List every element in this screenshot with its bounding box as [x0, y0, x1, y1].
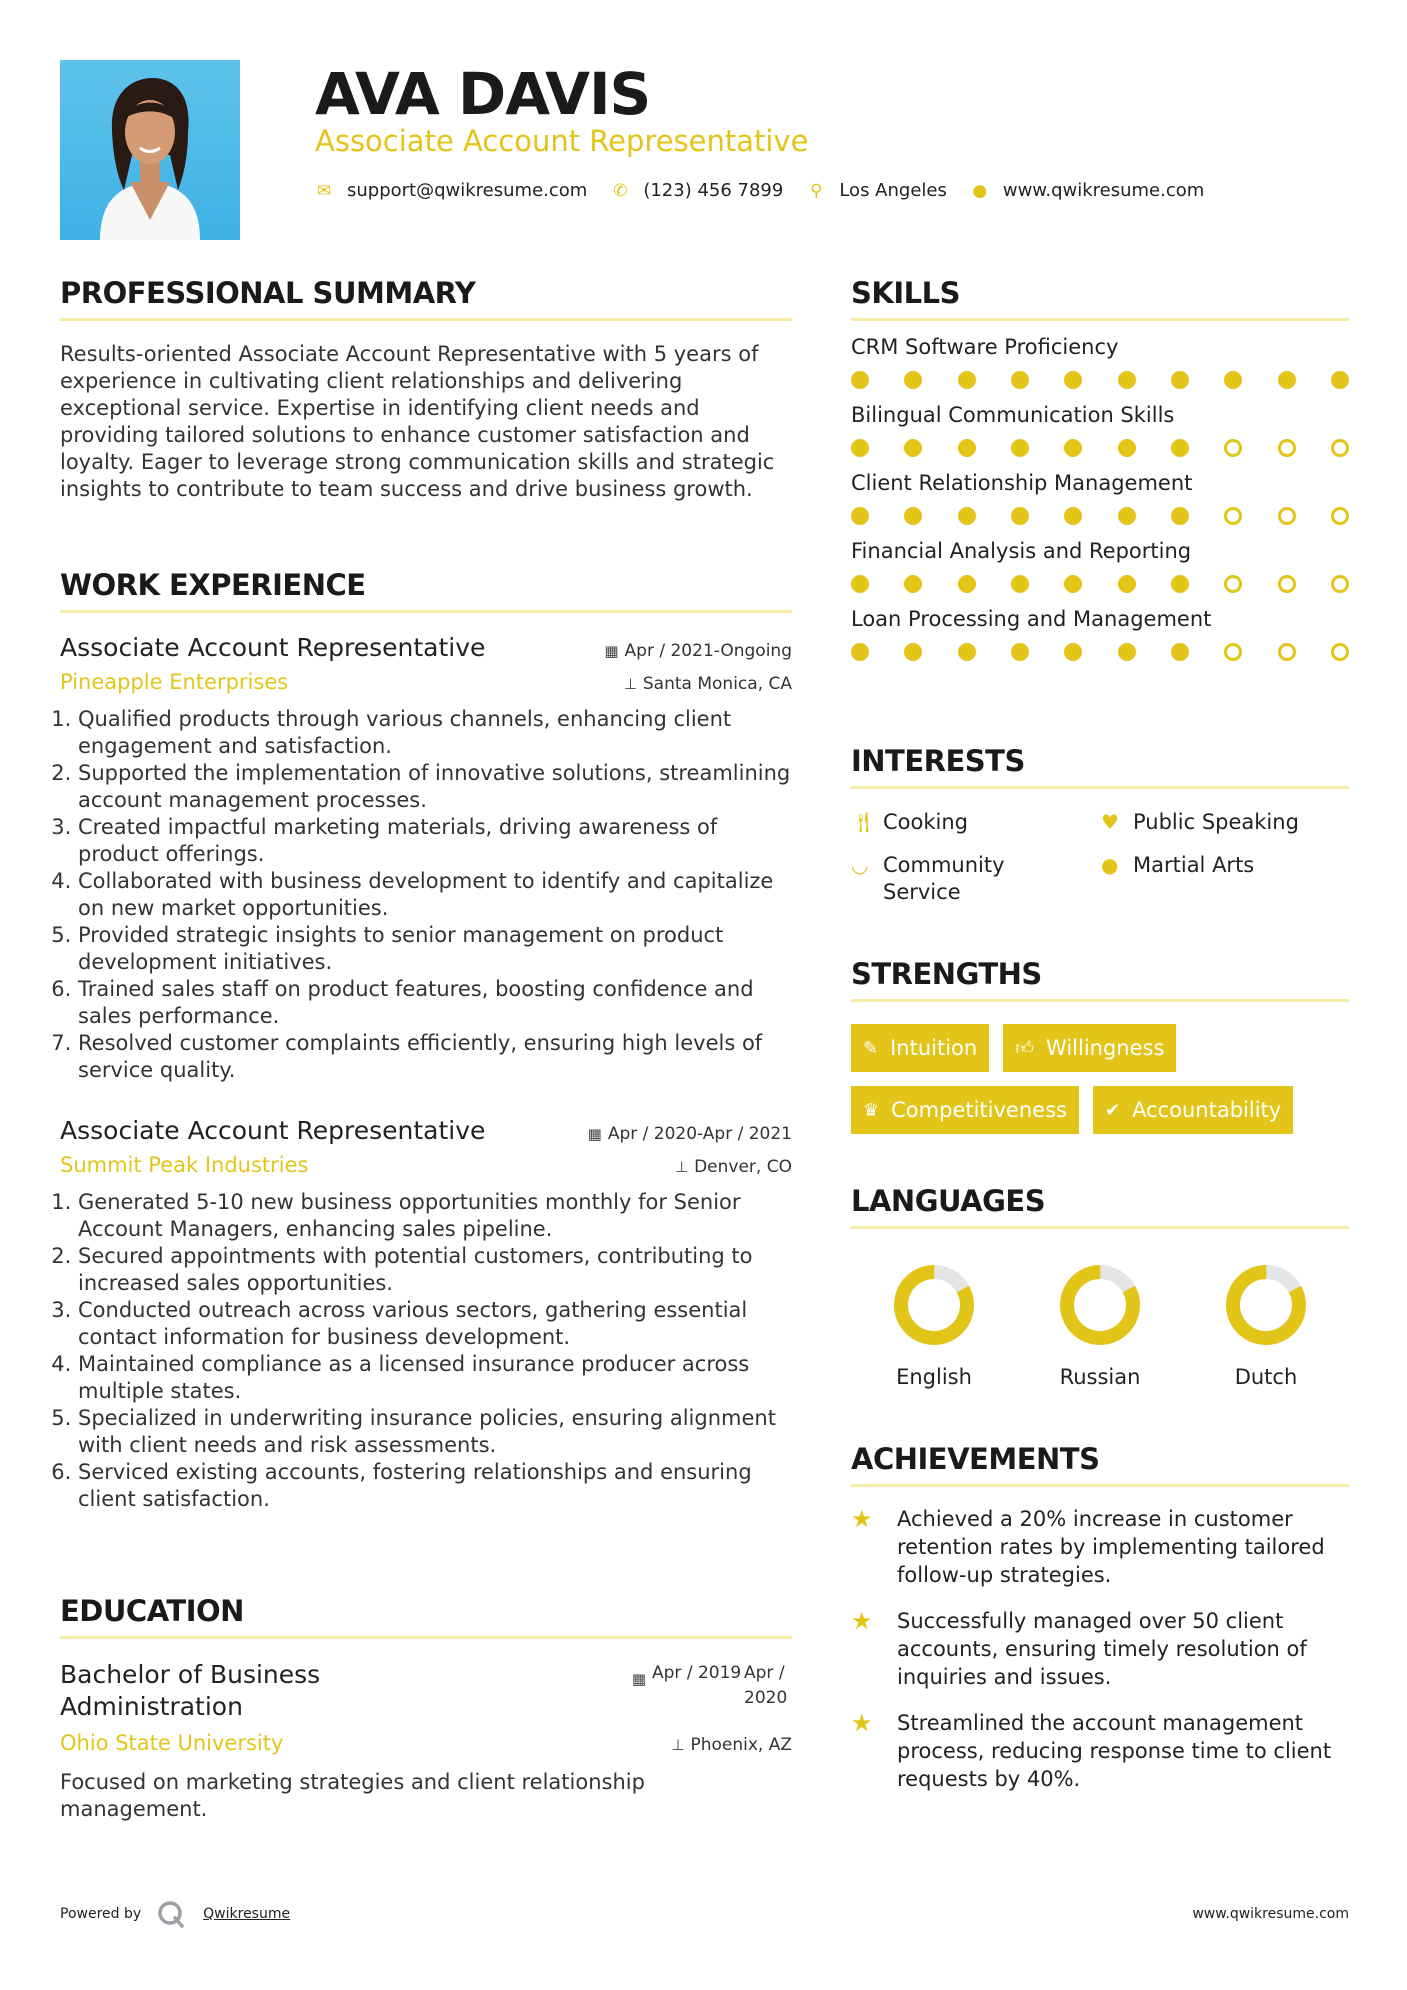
rating-dot-filled: [1064, 643, 1082, 661]
strength-badge: ✔ Accountability: [1093, 1086, 1293, 1134]
rating-dot-empty: [1278, 575, 1296, 593]
language-proficiency-ring: [892, 1263, 976, 1347]
experience-heading: WORK EXPERIENCE: [60, 568, 792, 613]
rating-dot-filled: [851, 507, 869, 525]
skill-rating: [851, 371, 1349, 389]
check-circle-icon: ✔: [1104, 1099, 1121, 1121]
achievement-item: ★ Achieved a 20% increase in customer retention rates by implementing tailored follow-up strategies.: [851, 1505, 1325, 1587]
languages-heading: LANGUAGES: [851, 1184, 1349, 1229]
language-item: [1017, 1263, 1183, 1389]
contact-location: Los Angeles: [839, 180, 947, 201]
star-icon: ★: [851, 1505, 873, 1533]
rating-dot-filled: [1064, 575, 1082, 593]
rating-dot-filled: [958, 439, 976, 457]
strengths-section: [851, 957, 1349, 1134]
skill-item: [851, 539, 1349, 593]
powered-by-label: Powered by: [60, 1906, 142, 1922]
language-name: Dutch: [1234, 1365, 1298, 1389]
rating-dot-empty: [1331, 439, 1349, 457]
rating-dot-filled: [904, 439, 922, 457]
education-description: Focused on marketing strategies and client relationship management.: [60, 1770, 645, 1821]
rating-dot-empty: [1224, 507, 1242, 525]
footer-powered-by: [60, 1900, 290, 1928]
globe-icon: ●: [1101, 853, 1119, 877]
language-item: [851, 1263, 1017, 1389]
list-item: 3. Created impactful marketing materials, driving awareness of product offerings.: [78, 814, 792, 868]
job-entry: [60, 1116, 792, 1513]
strengths-heading: STRENGTHS: [851, 957, 1349, 1002]
pin-icon: ⊥: [623, 675, 637, 693]
calendar-icon: ▦: [587, 1125, 602, 1143]
profile-photo: [60, 60, 240, 240]
rating-dot-filled: [1331, 371, 1349, 389]
job-location: Santa Monica, CA: [642, 674, 792, 694]
rating-dot-filled: [1171, 371, 1189, 389]
language-proficiency-ring: [1058, 1263, 1142, 1347]
list-item: 2. Secured appointments with potential customers, contributing to increased sales opportunities.: [78, 1243, 792, 1297]
location-pin-icon: ⚲: [810, 180, 823, 201]
rating-dot-filled: [1118, 507, 1136, 525]
job-dates: Apr / 2021-Ongoing: [624, 641, 792, 661]
interest-martial-arts: ● Martial Arts: [1101, 852, 1349, 906]
rating-dot-empty: [1224, 643, 1242, 661]
ring-fill: [1224, 1263, 1308, 1347]
contact-website[interactable]: www.qwikresume.com: [1002, 180, 1205, 201]
education-heading: EDUCATION: [60, 1594, 792, 1639]
skill-name: Bilingual Communication Skills: [851, 403, 1175, 427]
job-bullets: [60, 706, 792, 1084]
pin-icon: ⊥: [671, 1736, 685, 1754]
skill-rating: [851, 643, 1349, 661]
experience-section: [60, 568, 792, 1513]
skills-section: [851, 276, 1349, 661]
trophy-icon: ♛: [863, 1099, 880, 1121]
degree-title: Bachelor of Business Administration: [60, 1660, 321, 1721]
interests-section: [851, 744, 1349, 906]
list-item: 6. Serviced existing accounts, fostering relationships and ensuring client satisfaction.: [78, 1459, 792, 1513]
rating-dot-filled: [851, 371, 869, 389]
rating-dot-filled: [1278, 371, 1296, 389]
skill-name: CRM Software Proficiency: [851, 335, 1119, 359]
skill-item: [851, 471, 1349, 525]
education-location: Phoenix, AZ: [690, 1735, 792, 1755]
ring-fill: [892, 1263, 976, 1347]
ring-fill: [1058, 1263, 1142, 1347]
handshake-icon: ◡: [851, 853, 869, 877]
skill-name: Loan Processing and Management: [851, 607, 1212, 631]
list-item: 6. Trained sales staff on product features, boosting confidence and sales performance.: [78, 976, 792, 1030]
list-item: 7. Resolved customer complaints efficiently, ensuring high levels of service quality.: [78, 1030, 792, 1084]
star-icon: ★: [851, 1709, 873, 1737]
interest-cooking: 🍴︎ Cooking: [851, 810, 968, 834]
achievements-heading: ACHIEVEMENTS: [851, 1442, 1349, 1487]
rating-dot-filled: [1011, 371, 1029, 389]
candidate-name: AVA DAVIS: [315, 60, 651, 128]
language-item: [1183, 1263, 1349, 1389]
rating-dot-empty: [1224, 575, 1242, 593]
skill-item: [851, 403, 1349, 457]
interest-public-speaking: ♥ Public Speaking: [1101, 810, 1299, 834]
rating-dot-filled: [904, 575, 922, 593]
summary-heading: PROFESSIONAL SUMMARY: [60, 276, 792, 321]
globe-icon: ●: [972, 180, 988, 201]
rating-dot-filled: [1171, 575, 1189, 593]
summary-section: [60, 276, 792, 503]
footer-website[interactable]: www.qwikresume.com: [1192, 1906, 1349, 1922]
rating-dot-filled: [1224, 371, 1242, 389]
rating-dot-filled: [851, 643, 869, 661]
list-item: 1. Generated 5-10 new business opportunities monthly for Senior Account Managers, enhancing sales pipeline.: [78, 1189, 792, 1243]
rating-dot-filled: [1064, 507, 1082, 525]
skill-rating: [851, 439, 1349, 457]
rating-dot-filled: [1171, 439, 1189, 457]
rating-dot-filled: [904, 507, 922, 525]
list-item: 3. Conducted outreach across various sectors, gathering essential contact information for business development.: [78, 1297, 792, 1351]
rating-dot-filled: [958, 507, 976, 525]
strength-badge: 👍︎ Willingness: [1003, 1024, 1176, 1072]
strength-badge: ♛ Competitiveness: [851, 1086, 1079, 1134]
job-entry: [60, 633, 792, 1084]
rating-dot-filled: [958, 371, 976, 389]
interest-community-service: ◡ Community Service: [851, 853, 1005, 904]
job-title: Associate Account Representative: [60, 1116, 486, 1145]
envelope-icon: ✉: [316, 180, 332, 201]
list-item: 5. Provided strategic insights to senior management on product development initiatives.: [78, 922, 792, 976]
achievement-item: ★ Streamlined the account management process, reducing response time to client requests by 40%.: [851, 1709, 1332, 1791]
education-section: [60, 1594, 792, 1823]
education-start-date: Apr / 2019: [652, 1663, 742, 1683]
rating-dot-empty: [1331, 575, 1349, 593]
list-item: 2. Supported the implementation of innovative solutions, streamlining account management processes.: [78, 760, 792, 814]
rating-dot-filled: [1011, 507, 1029, 525]
skill-item: [851, 335, 1349, 389]
rating-dot-filled: [904, 371, 922, 389]
rating-dot-filled: [1064, 371, 1082, 389]
company-name: Pineapple Enterprises: [60, 670, 289, 694]
strength-badge: ✎ Intuition: [851, 1024, 989, 1072]
contact-email[interactable]: support@qwikresume.com: [347, 180, 588, 201]
qwikresume-logo-icon: [157, 1900, 185, 1928]
rating-dot-filled: [851, 575, 869, 593]
rating-dot-filled: [958, 575, 976, 593]
candidate-title: Associate Account Representative: [315, 124, 809, 158]
rating-dot-filled: [1064, 439, 1082, 457]
phone-icon: ✆: [613, 180, 628, 201]
pencil-icon: ✎: [863, 1037, 879, 1059]
rating-dot-filled: [1118, 575, 1136, 593]
job-title: Associate Account Representative: [60, 633, 486, 662]
list-item: 1. Qualified products through various channels, enhancing client engagement and satisfaction.: [78, 706, 792, 760]
rating-dot-filled: [1011, 575, 1029, 593]
rating-dot-filled: [1011, 643, 1029, 661]
job-dates: Apr / 2020-Apr / 2021: [607, 1124, 792, 1144]
rating-dot-filled: [1171, 643, 1189, 661]
skill-name: Client Relationship Management: [851, 471, 1193, 495]
rating-dot-filled: [851, 439, 869, 457]
rating-dot-filled: [1118, 371, 1136, 389]
calendar-icon: ▦: [631, 1670, 646, 1688]
summary-text: Results-oriented Associate Account Representative with 5 years of experience in cultivating client relationships and delivering exceptional service. Expertise in identifying client needs and providing tailored solutions to enhance customer satisfaction and loyalty. Eager to leverage strong communication skills and strategic insights to contribute to team success and drive business growth.: [60, 342, 775, 501]
rating-dot-empty: [1224, 439, 1242, 457]
achievements-section: [851, 1442, 1349, 1793]
achievement-item: ★ Successfully managed over 50 client accounts, ensuring timely resolution of inquiries and issues.: [851, 1607, 1307, 1689]
list-item: 4. Maintained compliance as a licensed insurance producer across multiple states.: [78, 1351, 792, 1405]
language-proficiency-ring: [1224, 1263, 1308, 1347]
contact-bar: [315, 180, 1228, 201]
thumbs-up-icon: 👍︎: [1015, 1038, 1035, 1059]
rating-dot-filled: [1118, 439, 1136, 457]
contact-phone[interactable]: (123) 456 7899: [643, 180, 784, 201]
star-icon: ★: [851, 1607, 873, 1635]
list-item: 4. Collaborated with business development to identify and capitalize on new market opportunities.: [78, 868, 792, 922]
skill-name: Financial Analysis and Reporting: [851, 539, 1192, 563]
skill-item: [851, 607, 1349, 661]
school-name: Ohio State University: [60, 1731, 284, 1755]
job-bullets: [60, 1189, 792, 1513]
brand-link[interactable]: Qwikresume: [203, 1906, 291, 1922]
language-name: English: [896, 1365, 972, 1389]
languages-section: [851, 1184, 1349, 1389]
pin-icon: ⊥: [675, 1158, 689, 1176]
heartbeat-icon: ♥: [1101, 810, 1119, 834]
interests-heading: INTERESTS: [851, 744, 1349, 789]
utensils-icon: 🍴︎: [851, 810, 877, 834]
skill-rating: [851, 575, 1349, 593]
list-item: 5. Specialized in underwriting insurance policies, ensuring alignment with client needs and risk assessments.: [78, 1405, 792, 1459]
skill-rating: [851, 507, 1349, 525]
rating-dot-filled: [958, 643, 976, 661]
job-location: Denver, CO: [694, 1157, 792, 1177]
education-end-date: Apr / 2020: [744, 1663, 788, 1708]
skills-heading: SKILLS: [851, 276, 1349, 321]
rating-dot-empty: [1331, 507, 1349, 525]
rating-dot-empty: [1331, 643, 1349, 661]
rating-dot-empty: [1278, 439, 1296, 457]
language-name: Russian: [1059, 1365, 1141, 1389]
rating-dot-empty: [1278, 507, 1296, 525]
rating-dot-filled: [1118, 643, 1136, 661]
rating-dot-filled: [1011, 439, 1029, 457]
company-name: Summit Peak Industries: [60, 1153, 309, 1177]
calendar-icon: ▦: [604, 642, 619, 660]
rating-dot-empty: [1278, 643, 1296, 661]
rating-dot-filled: [904, 643, 922, 661]
rating-dot-filled: [1171, 507, 1189, 525]
